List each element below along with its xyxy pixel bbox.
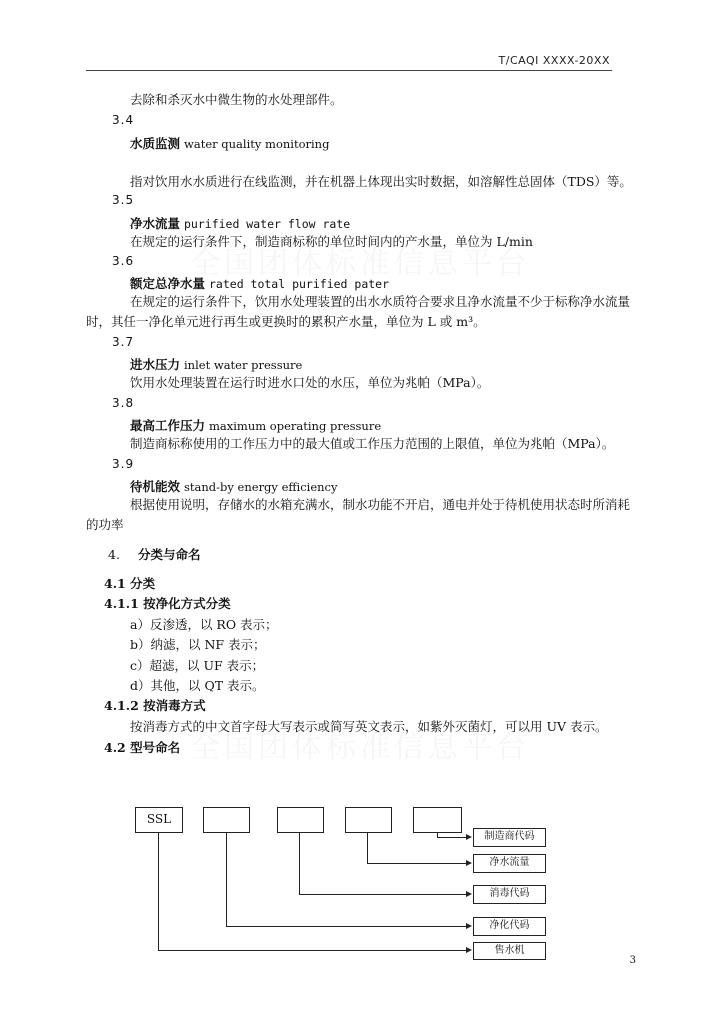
section-heading: 4.1.1 按净化方式分类 bbox=[104, 596, 231, 611]
model-code-box bbox=[413, 807, 462, 833]
term-heading bbox=[130, 355, 302, 373]
section-heading: 4.2 型号命名 bbox=[104, 740, 181, 755]
section-number: 3.4 bbox=[112, 113, 135, 127]
term-en: inlet water pressure bbox=[184, 358, 303, 372]
section-number: 3.8 bbox=[112, 396, 135, 410]
paragraph: 时，其任一净化单元进行再生或更换时的累积产水量，单位为 L 或 m³。 bbox=[86, 314, 486, 329]
term-cn: 水质监测 bbox=[130, 136, 181, 151]
connector-line bbox=[299, 894, 467, 895]
paragraph: 饮用水处理装置在运行时进水口处的水压，单位为兆帕（MPa）。 bbox=[130, 375, 490, 390]
term-en: purified water flow rate bbox=[184, 217, 351, 231]
chapter-title: 分类与命名 bbox=[138, 547, 201, 562]
connector-line bbox=[299, 832, 300, 894]
term-cn: 待机能效 bbox=[130, 479, 181, 494]
term-heading bbox=[130, 134, 329, 152]
model-code-box bbox=[345, 807, 392, 833]
paragraph: 按消毒方式的中文首字母大写表示或简写英文表示，如紫外灭菌灯，可以用 UV 表示。 bbox=[130, 719, 608, 734]
term-heading bbox=[130, 416, 381, 434]
label-manufacturer-code: 制造商代码 bbox=[473, 828, 546, 847]
list-item: b）纳滤，以 NF 表示； bbox=[130, 637, 266, 652]
section-number: 3.9 bbox=[112, 457, 135, 471]
connector-line bbox=[437, 837, 467, 838]
connector-line bbox=[226, 926, 467, 927]
arrow-icon bbox=[466, 891, 472, 897]
document-code: T/CAQI XXXX-20XX bbox=[498, 54, 610, 67]
model-code-box bbox=[203, 807, 250, 833]
arrow-icon bbox=[466, 923, 472, 929]
connector-line bbox=[367, 832, 368, 863]
section-number: 3.7 bbox=[112, 335, 135, 349]
term-heading bbox=[130, 214, 350, 232]
list-item: a）反渗透，以 RO 表示； bbox=[130, 617, 278, 632]
model-prefix: SSL bbox=[146, 812, 172, 826]
term-en: rated total purified pater bbox=[209, 277, 390, 291]
connector-line bbox=[158, 950, 467, 951]
paragraph: 制造商标称使用的工作压力中的最大值或工作压力范围的上限值，单位为兆帕（MPa）。 bbox=[130, 436, 615, 451]
paragraph: 在规定的运行条件下，制造商标称的单位时间内的产水量，单位为 L/min bbox=[130, 234, 533, 249]
term-heading bbox=[130, 477, 338, 495]
label-flow-rate: 净水流量 bbox=[473, 854, 546, 873]
paragraph: 去除和杀灭水中微生物的水处理部件。 bbox=[130, 92, 343, 107]
label-vending-machine: 售水机 bbox=[473, 942, 546, 960]
chapter-number: 4. bbox=[108, 547, 120, 562]
model-code-box bbox=[277, 807, 324, 833]
model-code-box bbox=[135, 807, 183, 833]
section-number: 3.5 bbox=[112, 193, 135, 207]
section-heading: 4.1.2 按消毒方式 bbox=[104, 698, 206, 713]
term-cn: 最高工作压力 bbox=[130, 418, 206, 433]
section-number: 3.6 bbox=[112, 254, 135, 268]
term-cn: 进水压力 bbox=[130, 357, 181, 372]
arrow-icon bbox=[466, 860, 472, 866]
arrow-icon bbox=[466, 947, 472, 953]
section-heading: 4.1 分类 bbox=[104, 576, 156, 591]
connector-line bbox=[158, 832, 159, 950]
label-purification-code: 净化代码 bbox=[473, 917, 546, 936]
connector-line bbox=[226, 832, 227, 926]
page-number: 3 bbox=[629, 955, 636, 966]
term-en: stand-by energy efficiency bbox=[184, 480, 338, 494]
paragraph: 的功率 bbox=[86, 517, 124, 532]
connector-line bbox=[367, 863, 467, 864]
paragraph: 指对饮用水水质进行在线监测，并在机器上体现出实时数据，如溶解性总固体（TDS）等。 bbox=[130, 174, 632, 189]
paragraph: 根据使用说明，存储水的水箱充满水，制水功能不开启，通电并处于待机使用状态时所消耗 bbox=[130, 497, 631, 512]
term-en: water quality monitoring bbox=[184, 137, 330, 151]
term-en: maximum operating pressure bbox=[209, 419, 382, 433]
header-rule bbox=[86, 70, 612, 71]
term-cn: 额定总净水量 bbox=[130, 276, 206, 291]
list-item: d）其他，以 QT 表示。 bbox=[130, 678, 265, 693]
arrow-icon bbox=[466, 834, 472, 840]
term-cn: 净水流量 bbox=[130, 216, 181, 231]
term-heading bbox=[130, 274, 389, 292]
label-disinfection-code: 消毒代码 bbox=[473, 885, 546, 904]
paragraph: 在规定的运行条件下，饮用水处理装置的出水水质符合要求且净水流量不少于标称净水流量 bbox=[130, 294, 631, 309]
list-item: c）超滤，以 UF 表示； bbox=[130, 658, 265, 673]
